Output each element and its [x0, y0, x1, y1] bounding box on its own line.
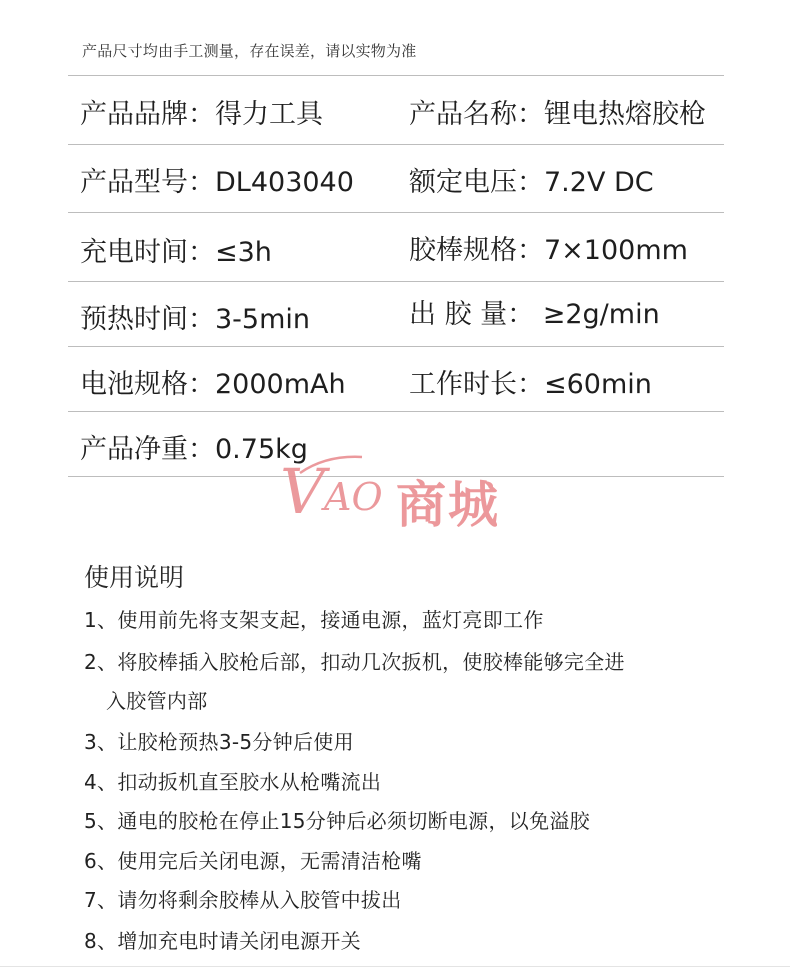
usage-step: 7、请勿将剩余胶棒从入胶管中拔出	[84, 888, 402, 912]
vao-mall-watermark	[280, 453, 520, 533]
usage-step: 5、通电的胶枪在停止15分钟后必须切断电源，以免溢胶	[84, 809, 590, 833]
spec-brand: 产品品牌：得力工具	[80, 99, 323, 130]
divider	[68, 411, 724, 412]
divider	[68, 281, 724, 282]
divider	[68, 75, 724, 76]
usage-step: 2、将胶棒插入胶枪后部，扣动几次扳机，使胶棒能够完全进	[84, 650, 625, 674]
spec-preheat-time: 预热时间：3-5min	[80, 304, 311, 335]
usage-step: 1、使用前先将支架支起，接通电源，蓝灯亮即工作	[84, 608, 544, 632]
usage-step-continuation: 入胶管内部	[106, 689, 208, 713]
divider	[68, 346, 724, 347]
spec-product-name: 产品名称：锂电热熔胶枪	[409, 99, 706, 130]
usage-instructions-title: 使用说明	[84, 563, 185, 592]
measurement-note: 产品尺寸均由手工测量，存在误差，请以实物为准	[82, 42, 417, 60]
divider	[68, 144, 724, 145]
spec-voltage: 额定电压：7.2V DC	[409, 167, 654, 198]
usage-step: 6、使用完后关闭电源，无需清洁枪嘴	[84, 849, 422, 873]
spec-glue-output: 出 胶 量： ≥2g/min	[409, 299, 660, 330]
watermark-mall-text: 商城	[396, 476, 500, 534]
divider	[0, 966, 790, 967]
watermark-v: V	[280, 455, 325, 528]
usage-step: 3、让胶枪预热3-5分钟后使用	[84, 730, 354, 754]
spec-model: 产品型号：DL403040	[80, 167, 354, 198]
watermark-ao: AO	[324, 475, 383, 519]
spec-charge-time: 充电时间：≤3h	[80, 237, 272, 268]
spec-weight: 产品净重：0.75kg	[80, 434, 308, 465]
spec-work-time: 工作时长：≤60min	[409, 369, 652, 400]
spec-battery: 电池规格：2000mAh	[80, 369, 346, 400]
spec-stick-size: 胶棒规格：7×100mm	[409, 235, 688, 266]
divider	[68, 212, 724, 213]
usage-step: 8、增加充电时请关闭电源开关	[84, 929, 361, 953]
usage-step: 4、扣动扳机直至胶水从枪嘴流出	[84, 770, 382, 794]
